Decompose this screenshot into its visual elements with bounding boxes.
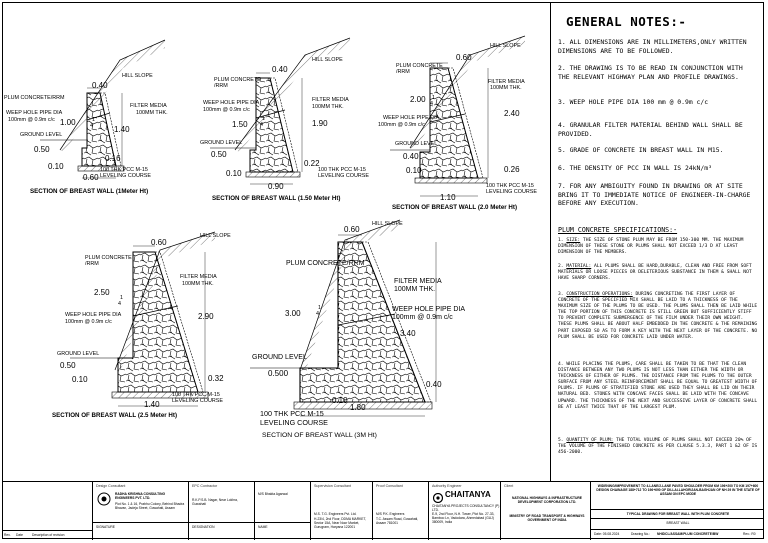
proof-firm: M/S P.K. Engineers [376,512,405,516]
s2-weep-label: WEEP HOLE PIPE DIA [203,100,260,106]
s5-hill-slope: HILL SLOPE [372,221,403,227]
note-num: 1. [558,38,566,46]
note-num: 5. [558,146,566,154]
s1-height-dim: 1.40 [114,125,130,134]
spec-text: ALL PLUMS SHALL BE HARD,DURABLE, CLEAN AND FREE FROM SOFT MATERIALS OR LOOSE PIECES OR DELETERIOUS SUBSTANCE IN THEM & SHALL NOT HAVE SHARP CORNERS. [558,264,752,282]
proof-cell [372,482,428,540]
note-num: 6. [558,164,566,172]
s5-caption: SECTION OF BREAST WALL (3M Ht) [262,432,377,439]
epc-addr: R.K.P.S.B. Nagar, Near Lokhra, Guwahati [192,498,238,506]
supv-firm: M.S. T.G. Engineers Pvt. Ltd. [314,512,357,516]
s5-upper-dim: 3.00 [285,309,301,318]
spec-text: DURING CONCRETING THE FIRST LAYER OF CONCRETE OF THE SPECIFIED MIX SHALL BE LAID TO A THICKNESS OF THE MAXIMUM SIZE OF THE PLUMS TO BE USED. THE PLUMS SHALL THEN BE LAID WHILE THE TOP PORTION OF THIS CONCRETE IS STILL GREEN BUT SUFFICIENTLY STIFF TO PREVENT COMPLETE SUBMERGENCE OF THE FILM UNDER THEIR OWN WEIGHT. THESE PLUMS SHALL BE ABOUT HALF EMBEDDED IN THE CONCRETE & THE REMAINING PART EXPOSED SO AS TO FORM A KEY WITH THE NEXT LAYER OF THE CONCRETE. NO PLUM SHALL BE USED FOR CONCRETE LAID UNDER WATER. [558,292,758,340]
spec-head: MATERIAL: [566,264,592,269]
s3-weep-label: WEEP HOLE PIPE DIA [383,115,440,121]
client-2: MINISTRY OF ROAD TRANSPORT & HIGHWAYS GOVERNMENT OF INDIA [509,514,585,522]
s5-filter-label: FILTER MEDIA [394,278,442,285]
spec-num: 1. [558,238,564,243]
note-text: WEEP HOLE PIPE DIA 100 mm @ 0.9m c/c [569,98,709,106]
s1-pcc-label2: LEVELING COURSE [100,173,151,179]
note-3 [558,98,758,107]
chaitanya-logo-icon [433,493,443,503]
sig-3: NAME [258,525,268,529]
spec-text: THE TOTAL VOLUME OF PLUMS SHALL NOT EXCEED 20% OF THE VOLUME OF THE FINISHED CONCRETE AS PER CLAUSE 5.3.3, PART 1 &2 OF IS 456-2000. [558,438,758,456]
note-5 [558,146,758,155]
s5-pcc-label: 100 THK PCC M-15 [260,409,324,418]
s4-top-dim: 0.60 [151,238,167,247]
s2-weep-spacing: 100mm @ 0.9m c/c [203,107,250,113]
s4-heel-dim: 0.32 [208,374,224,383]
s3-height-dim: 2.40 [504,109,520,118]
s5-plum-label: PLUM CONCRETE/RRM [286,260,365,267]
s2-top-dim: 0.40 [272,65,288,74]
s1-ground-label: GROUND LEVEL [20,132,63,138]
s5-ratio-a: 1 [318,305,321,311]
authority-cell [428,482,500,540]
s4-filter-thk: 100MM THK. [182,281,214,287]
client-1: NATIONAL HIGHWAYS & INFRASTRUCTURE DEVELOPMENT CORPORATION LTD. [512,496,582,504]
s2-heel-dim: 0.22 [304,159,320,168]
s1-heel-dim: 0.16 [105,154,121,163]
s3-base-dim: 1.10 [440,193,456,202]
desc-head: Description of revision [32,533,65,537]
s4-ground-label: GROUND LEVEL [57,351,100,357]
drawing-rev: Rev.: R0 [743,532,756,536]
note-7 [558,182,758,208]
note-num: 7. [558,182,566,190]
s2-caption: SECTION OF BREAST WALL (1.50 Meter Ht) [212,195,341,202]
s4-plum-label: PLUM CONCRETE [85,255,132,261]
drawing-title: TYPICAL DRAWING FOR BREAST WALL WITH PLUM CONCRETE [626,512,730,516]
s4-base-dim: 1.40 [144,400,160,409]
spec-1 [558,238,758,256]
spec-num: 2. [558,264,564,269]
note-num: 4. [558,121,566,129]
s1-weep-label: WEEP HOLE PIPE DIA [6,110,63,116]
s4-ratio-a: 1 [120,295,123,301]
s4-ground-dim: 0.50 [60,361,76,370]
design-firm: RADHA KRISHNA CONSULTING ENGINEERS PVT. LTD. [115,492,166,500]
s3-pcc-label: 100 THK PCC M-15 [486,183,534,189]
design-logo-icon [97,492,111,506]
spec-num: 5. [558,438,564,443]
s1-pcc-label: 100 THK PCC M-15 [100,167,148,173]
s3-filter-label: FILTER MEDIA [488,79,525,85]
spec-2 [558,264,758,282]
s5-ground-label: GROUND LEVEL [252,354,307,361]
spec-head: QUANTITY OF PLUM: [566,438,614,443]
note-num: 2. [558,64,566,72]
title-block [2,481,764,540]
s3-top-dim: 0.60 [456,53,472,62]
s1-upper-dim: 1.00 [60,118,76,127]
s4-hill-slope: HILL SLOPE [200,233,231,239]
s3-ground-label: GROUND LEVEL [395,141,438,147]
design-addr: Plot No. 1 & 16, Prabhu Colony, Behind Bhadra Bhavan, Jadeja Street, Guwahati, Assam [115,502,185,510]
supv-addr: H-23/4, 2nd Floor, DDMA MARKET, Sector 15A, Near Noor Market, Gurugram, Haryana 122001 [314,517,367,529]
s4-plum-label2: /RRM [85,261,99,267]
s2-ground-dim: 0.50 [211,150,227,159]
drawing-date: Date: 05.08.2024 [594,532,620,536]
supv-head: Supervision Consultant [314,484,351,488]
hill-hatch [60,40,165,152]
proof-addr: T.C. Assam Road, Guwahati, Assam 781001 [376,517,419,525]
s1-plum-label: PLUM CONCRETE/RRM [4,95,65,101]
s5-weep-spacing: 100mm @ 0.9m c/c [392,314,453,321]
s2-toe-dim: 0.10 [226,169,242,178]
s5-top-dim: 0.60 [344,225,360,234]
s4-weep-label: WEEP HOLE PIPE DIA [65,312,122,318]
s3-plum-label2: /RRM [396,69,410,75]
s3-upper-dim: 2.00 [410,95,426,104]
s2-hill-slope: HILL SLOPE [312,57,343,63]
s2-upper-dim: 1.50 [232,120,248,129]
note-num: 3. [558,98,566,106]
client-head: Client [504,484,514,488]
revision-cell [2,482,92,540]
sig-1: SIGNATURE [96,525,115,529]
s2-ratio-a: 1 [262,116,265,122]
drawing-sub: BREAST WALL [666,521,690,525]
auth-addr: E-9, 2nd Floor, N.H. Tower, Plot No. 27-33, Bamboo Ln, Vadodara, Ahmedabad (GUJ) 380009, India [432,512,495,524]
s3-ratio-b: 4 [430,101,433,107]
sig-2: DESIGNATION [192,525,215,529]
note-text: GRANULAR FILTER MATERIAL BEHIND WALL SHALL BE PROVIDED. [558,121,743,138]
epc-firm: M/S Bhakta Agarwal [258,492,288,496]
s5-filter-thk: 100MM THK. [394,286,436,293]
s2-plum-label: PLUM CONCRETE [214,77,261,83]
project-cell [590,482,764,540]
s1-weep-spacing: 100mm @ 0.9m c/c [8,117,55,123]
s3-weep-spacing: 100mm @ 0.9m c/c [378,122,425,128]
s5-pcc-label2: LEVELING COURSE [260,418,328,427]
s3-pcc-label2: LEVELING COURSE [486,189,537,195]
spec-text: THE SIZE OF STONE PLUM MAY BE FROM 150-300 MM. THE MAXIMUM DIMENSION OF THESE STONE OR PLUMS SHALL NOT EXCEED 1/3 D AT LEAST DIMENSION OF THE MEMBERS. [558,238,744,256]
spec-head: SIZE: [566,238,581,243]
s4-toe-dim: 0.10 [72,375,88,384]
s2-filter-thk: 100MM THK. [312,104,344,110]
s2-pcc-label2: LEVELING COURSE [318,173,369,179]
spec-num: 4. [558,362,564,367]
epc-firm-cell [254,482,310,540]
s1-toe-dim: 0.10 [48,162,64,171]
supervision-cell [310,482,372,540]
general-notes-title: GENERAL NOTES:- [566,14,687,29]
s2-filter-label: FILTER MEDIA [312,97,349,103]
spec-head: CONSTRUCTION OPERATIONS: [566,292,633,297]
s1-ratio-a: 1 [92,117,95,123]
s5-height-dim: 3.40 [400,329,416,338]
spec-text: WHILE PLACING THE PLUMS, CARE SHALL BE TAKEN TO BE THAT THE CLEAN DISTANCE BETWEEN ANY TWO PLUMS IS NOT LESS THAN EITHER THE WIDTH OR THICKNESS OF EITHER OF PLUMS. THE DISTANCE FROM THE PLUMS TO THE OUTER SURFACE FROM ANY STEEL REINFORCEMENT SHALL BE EQUAL TO GREATEST WIDTH OF PLUMS. IF PLUMS OF STRATIFIED STONE ARE USED THEY SHALL BE LID ON THEIR NATURAL BED. STONES WITH CONCAVE FACES SHALL BE LAID WITH THE CONCAVE UPWARD. THE THICKNESS OF THE NEXT AND SUCCESSIVE LAYER OF CONCRETE SHALL BE AT LEAST TWICE THAT OF THE LARGEST PLUM. [558,362,758,410]
client-cell [500,482,590,540]
s2-ratio-b: 4 [260,122,263,128]
s3-caption: SECTION OF BREAST WALL (2.0 Meter Ht) [392,204,518,211]
auth-logo-text: CHAITANYA [445,490,491,499]
auth-head: Authority Engineer [432,484,462,488]
s4-weep-spacing: 100mm @ 0.9m c/c [65,319,112,325]
s4-pcc-label2: LEVELING COURSE [172,398,223,404]
s1-base-dim: 0.60 [83,173,99,182]
note-text: THE DRAWING IS TO BE READ IN CONJUNCTION WITH THE RELEVANT HIGHWAY PLAN AND PROFILE DRAWINGS. [558,64,743,81]
epc-contractor-cell [188,482,254,540]
note-text: ALL DIMENSIONS ARE IN MILLIMETERS,ONLY WRITTEN DIMENSIONS ARE TO BE FOLLOWED. [558,38,747,55]
s3-toe-dim: 0.10 [406,166,422,175]
drawing-no-label: Drawing No.: [631,532,651,536]
proof-head: Proof Consultant [376,484,403,488]
s4-upper-dim: 2.50 [94,288,110,297]
s1-ground-dim: 0.50 [34,145,50,154]
s2-pcc-label: 100 THK PCC M-15 [318,167,366,173]
s5-base-dim: 1.80 [350,403,366,412]
spec-num: 3. [558,292,564,297]
date-head: Date [16,533,23,537]
s5-weep-label: WEEP HOLE PIPE DIA [392,306,466,313]
s4-ratio-b: 4 [118,301,121,307]
s3-plum-label: PLUM CONCRETE [396,63,443,69]
s5-ratio-b: 4 [316,311,319,317]
s1-filter-thk: 100MM THK. [136,110,168,116]
note-text: GRADE OF CONCRETE IN BREAST WALL IN M15. [569,146,724,154]
s4-height-dim: 2.90 [198,312,214,321]
spec-3 [558,292,758,341]
spec-5 [558,438,758,456]
auth-firm: CHAITANYA PROJECTS CONSULTANCY (P) LTD. [432,504,500,512]
epc-head: EPC Contractor [192,484,218,488]
s5-toe-dim: 0.10 [332,396,348,405]
s2-height-dim: 1.90 [312,119,328,128]
s3-ratio-a: 1 [432,95,435,101]
plum-spec-title: PLUM CONCRETE SPECIFICATIONS:- [558,226,678,234]
s2-ground-label: GROUND LEVEL [200,140,243,146]
s2-base-dim: 0.90 [268,182,284,191]
s1-filter-label: FILTER MEDIA [130,103,167,109]
design-consultant-cell [92,482,188,540]
spec-4 [558,362,758,411]
note-6 [558,164,758,173]
s1-hill-slope: HILL SLOPE [122,73,153,79]
s3-heel-dim: 0.26 [504,165,520,174]
s1-ratio-b: 4 [90,123,93,129]
s1-caption: SECTION OF BREAST WALL (1Meter Ht) [30,188,149,195]
rev-head: Rev. [4,533,11,537]
s1-top-dim: 0.40 [92,81,108,90]
note-4 [558,121,758,138]
note-text: FOR ANY AMBIGUITY FOUND IN DRAWING OR AT SITE BRING IT TO IMMEDIATE NOTICE OF ENGINEER-IN-CHARGE BEFORE ANY EXECUTION. [558,182,751,208]
s3-ground-dim: 0.40 [403,152,419,161]
design-consultant-head: Design Consultant [96,484,126,488]
s4-filter-label: FILTER MEDIA [180,274,217,280]
s2-plum-label2: /RRM [214,83,228,89]
s5-heel-dim: 0.40 [426,380,442,389]
s4-pcc-label: 100 THK PCC M-15 [172,392,220,398]
note-2 [558,64,758,81]
note-1 [558,38,758,55]
s3-filter-thk: 100MM THK. [490,85,522,91]
project-title: WIDENING/IMPROVEMENT TO 4-LANE/2-LANE PAVED SHOULDER FROM KM 196+200 TO KM 197+600 DESIGN CHAINAGE 188+712 TO 196+690 OF DILLAI-LAHORIJAN-BAGHJAN OF NH 29 IN THE STATE OF ASSAM ON EPC MODE [596,484,760,496]
note-text: THE DENSITY OF PCC IN WALL IS 24kN/m³ [569,164,712,172]
s5-ground-dim: 0.500 [268,369,289,378]
s4-caption: SECTION OF BREAST WALL (2.5 Meter Ht) [52,412,178,419]
drawing-code: NHIDCL/ASSAM/PLUM CONCRETE/BW [657,532,719,536]
s3-hill-slope: HILL SLOPE [490,43,521,49]
